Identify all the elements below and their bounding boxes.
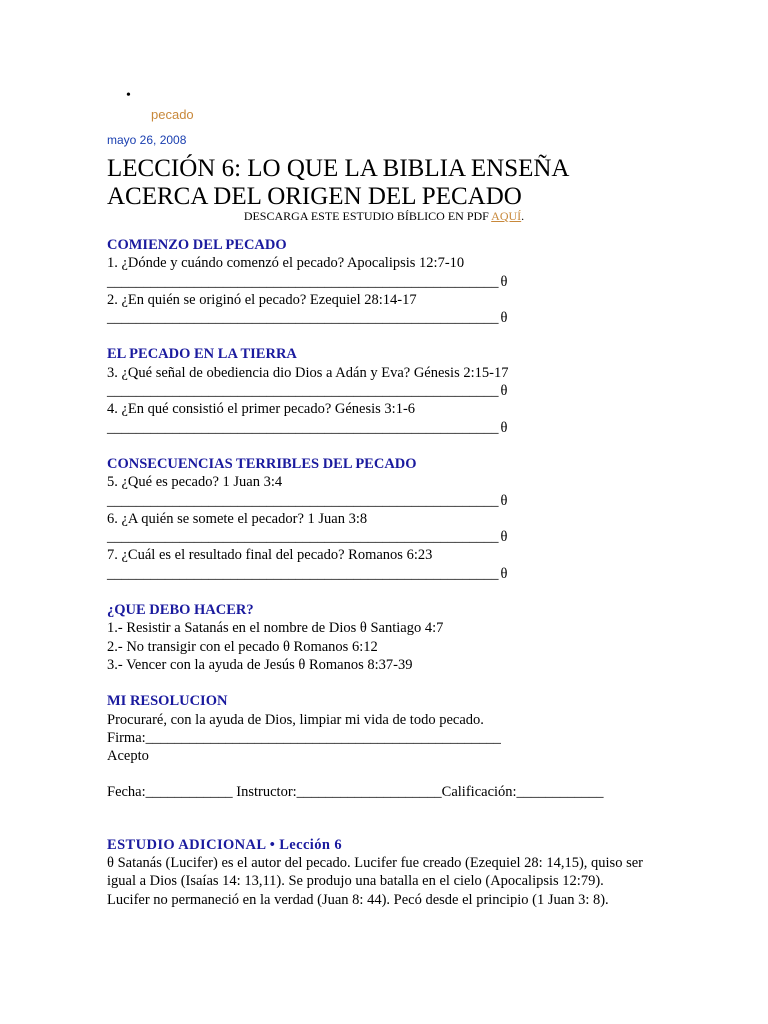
section-heading: EL PECADO EN LA TIERRA: [107, 346, 297, 363]
theta-symbol: θ: [500, 565, 508, 582]
download-end: .: [521, 209, 525, 223]
list-bullet: •: [126, 88, 131, 103]
form-fields-line: Fecha:____________ Instructor:____________________Calificación:____________: [107, 784, 604, 801]
theta-symbol: θ: [359, 620, 367, 637]
theta-symbol: θ: [500, 310, 508, 327]
answer-line: ______________________________________________________ θ: [107, 565, 508, 582]
tag-link-pecado[interactable]: pecado: [151, 107, 194, 122]
section-heading: COMIENZO DEL PECADO: [107, 237, 287, 253]
question: 4. ¿En qué consistió el primer pecado? Génesis 3:1-6: [107, 401, 416, 418]
section-heading: ¿QUE DEBO HACER?: [107, 602, 254, 619]
question: 2. ¿En quién se originó el pecado? Ezequiel 28:14-17: [107, 291, 417, 308]
theta-symbol: θ: [500, 529, 508, 546]
answer-line: ______________________________________________________ θ: [107, 273, 508, 290]
theta-symbol: θ: [500, 273, 508, 290]
download-text: DESCARGA ESTE ESTUDIO BÍBLICO EN PDF: [243, 209, 492, 223]
theta-symbol: θ: [107, 855, 114, 872]
theta-symbol: θ: [500, 383, 508, 400]
question: 6. ¿A quién se somete el pecador? 1 Juan 3:8: [107, 510, 368, 527]
answer-line: ______________________________________________________ θ: [107, 492, 508, 509]
question: 1. ¿Dónde y cuándo comenzó el pecado? Apocalipsis 12:7-10: [107, 255, 465, 272]
answer-line: ______________________________________________________ θ: [107, 419, 508, 436]
additional-study-text: θ Satanás (Lucifer) es el autor del pecado. Lucifer fue creado (Ezequiel 28: 14,15), quiso ser igual a Dios (Isaías 14: 13,11). Se produjo una batalla en el cielo (Apocalipsis 12:79). Lucifer no permaneció en la verdad (Juan 8: 44). Pecó desde el principio (1 Juan 3: 8).: [107, 855, 643, 908]
additional-study-heading: ESTUDIO ADICIONAL • Lección 6: [107, 836, 343, 853]
theta-symbol: θ: [500, 419, 508, 436]
section-heading: MI RESOLUCION: [107, 693, 228, 710]
download-link[interactable]: AQUÍ: [491, 209, 522, 223]
accept-text: Acepto: [107, 748, 149, 765]
question: 3. ¿Qué señal de obediencia dio Dios a Adán y Eva? Génesis 2:15-17: [107, 364, 509, 381]
todo-item: 3.- Vencer con la ayuda de Jesús θ Romanos 8:37-39: [107, 656, 413, 673]
theta-symbol: θ: [298, 656, 306, 673]
resolution-text: Procuraré, con la ayuda de Dios, limpiar mi vida de todo pecado.: [107, 711, 484, 728]
answer-line: ______________________________________________________ θ: [107, 383, 508, 400]
lesson-title: LECCIÓN 6: LO QUE LA BIBLIA ENSEÑA ACERCA DEL ORIGEN DEL PECADO: [107, 155, 569, 210]
theta-symbol: θ: [282, 638, 290, 655]
section-heading: CONSECUENCIAS TERRIBLES DEL PECADO: [107, 455, 417, 472]
signature-line: Firma:_________________________________________________: [107, 729, 501, 746]
theta-symbol: θ: [500, 492, 508, 509]
todo-item: 1.- Resistir a Satanás en el nombre de Dios θ Santiago 4:7: [107, 620, 444, 637]
lesson-content: [107, 236, 667, 909]
todo-item: 2.- No transigir con el pecado θ Romanos 6:12: [107, 638, 378, 655]
answer-line: ______________________________________________________ θ: [107, 529, 508, 546]
question: 7. ¿Cuál es el resultado final del pecado? Romanos 6:23: [107, 547, 433, 564]
answer-line: ______________________________________________________ θ: [107, 310, 508, 327]
question: 5. ¿Qué es pecado? 1 Juan 3:4: [107, 474, 283, 491]
download-note: [0, 208, 768, 224]
post-date-link[interactable]: mayo 26, 2008: [107, 133, 187, 147]
